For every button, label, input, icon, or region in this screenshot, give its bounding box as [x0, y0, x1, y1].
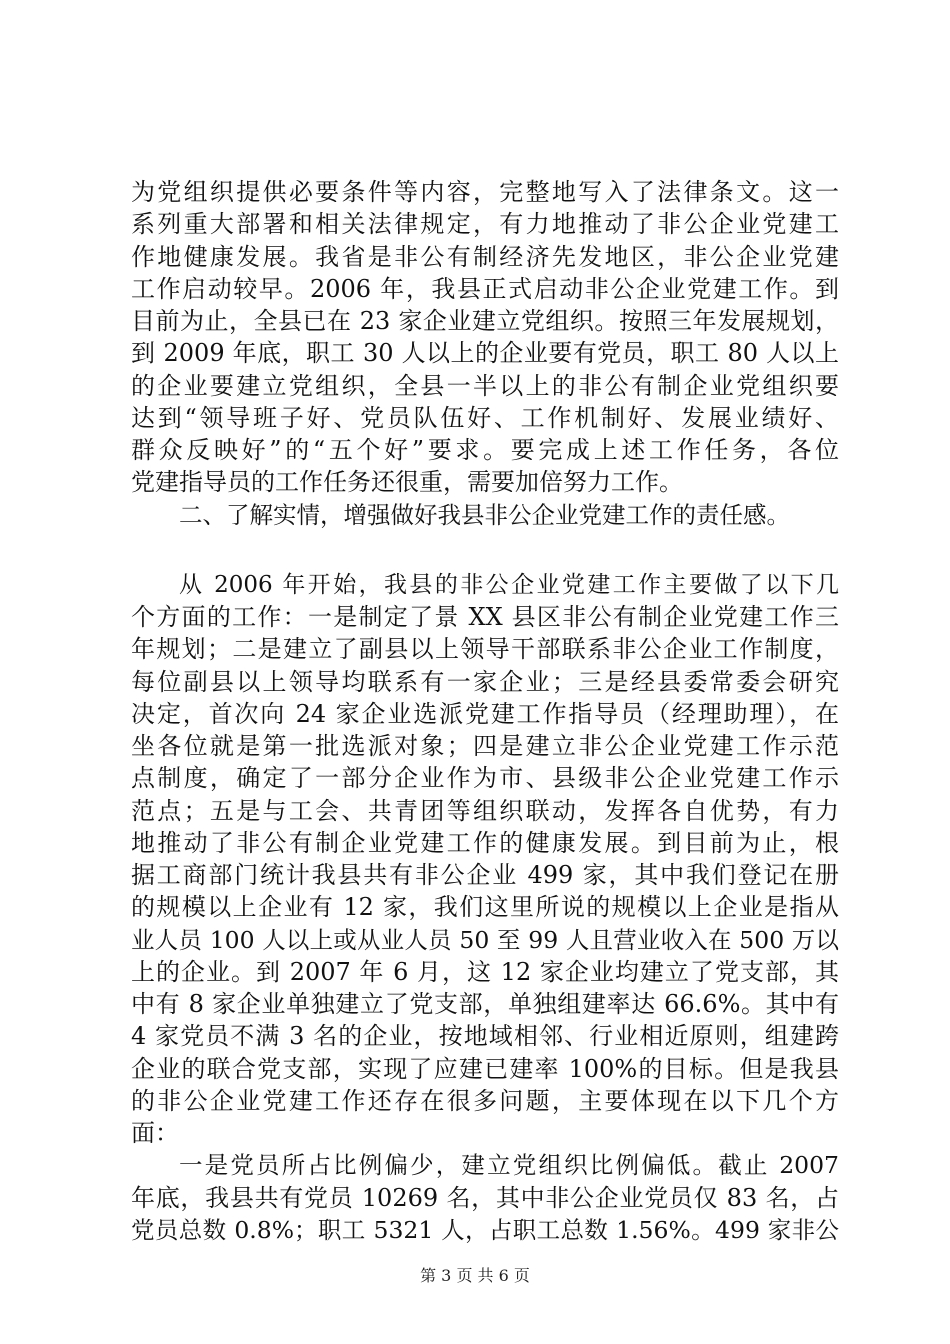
text-line: 工作启动较早。2006 年，我县正式启动非公企业党建工作。到: [131, 274, 839, 303]
text-line: 决定，首次向 24 家企业选派党建工作指导员（经理助理），在: [131, 699, 839, 728]
text-line: 一是党员所占比例偏少，建立党组织比例偏低。截止 2007: [179, 1151, 839, 1180]
text-line: 每位副县以上领导均联系有一家企业；三是经县委常委会研究: [131, 667, 839, 696]
text-line: 作地健康发展。我省是非公有制经济先发地区，非公企业党建: [131, 242, 839, 271]
text-line: 个方面的工作：一是制定了景 XX 县区非公有制企业党建工作三: [131, 603, 839, 631]
text-line: 上的企业。到 2007 年 6 月，这 12 家企业均建立了党支部，其: [131, 957, 839, 986]
text-line: 群众反映好”的“五个好”要求。要完成上述工作任务，各位: [131, 436, 839, 464]
text-line: 企业的联合党支部，实现了应建已建率 100%的目标。但是我县: [131, 1054, 839, 1083]
text-line: 4 家党员不满 3 名的企业，按地域相邻、行业相近原则，组建跨: [131, 1022, 839, 1051]
text-line: 的规模以上企业有 12 家，我们这里所说的规模以上企业是指从: [131, 893, 839, 922]
text-line: 的非公企业党建工作还存在很多问题，主要体现在以下几个方: [131, 1086, 839, 1115]
page-footer: 第 3 页 共 6 页: [420, 1266, 530, 1285]
text-line: 二、了解实情，增强做好我县非公企业党建工作的责任感。: [179, 500, 790, 529]
text-line: 坐各位就是第一批选派对象；四是建立非公企业党建工作示范: [131, 732, 839, 760]
text-line: 业人员 100 人以上或从业人员 50 至 99 人且营业收入在 500 万以: [131, 925, 839, 954]
text-line: 达到“领导班子好、党员队伍好、工作机制好、发展业绩好、: [131, 403, 839, 432]
text-line: 的企业要建立党组织，全县一半以上的非公有制企业党组织要: [131, 371, 839, 400]
text-line: 据工商部门统计我县共有非公企业 499 家，其中我们登记在册: [131, 861, 839, 889]
text-line: 到 2009 年底，职工 30 人以上的企业要有党员，职工 80 人以上: [131, 339, 839, 368]
text-line: 党员总数 0.8%；职工 5321 人，占职工总数 1.56%。499 家非公: [131, 1215, 839, 1244]
text-line: 年规划；二是建立了副县以上领导干部联系非公企业工作制度，: [131, 635, 839, 664]
text-line: 面：: [131, 1119, 179, 1147]
text-line: 地推动了非公有制企业党建工作的健康发展。到目前为止，根: [131, 828, 839, 857]
text-line: 党建指导员的工作任务还很重，需要加倍努力工作。: [131, 468, 683, 497]
text-line: 从 2006 年开始，我县的非公企业党建工作主要做了以下几: [179, 571, 839, 598]
text-line: 年底，我县共有党员 10269 名，其中非公企业党员仅 83 名，占: [131, 1183, 839, 1212]
text-line: 系列重大部署和相关法律规定，有力地推动了非公企业党建工: [131, 210, 839, 239]
text-line: 目前为止，全县已在 23 家企业建立党组织。按照三年发展规划，: [131, 307, 839, 335]
document-body: [131, 176, 839, 1246]
text-line: 中有 8 家企业单独建立了党支部，单独组建率达 66.6%。其中有: [131, 990, 839, 1018]
text-line: 点制度，确定了一部分企业作为市、县级非公企业党建工作示: [131, 764, 839, 793]
text-line: 为党组织提供必要条件等内容，完整地写入了法律条文。这一: [131, 178, 839, 206]
text-line: 范点；五是与工会、共青团等组织联动，发挥各自优势，有力: [131, 796, 839, 825]
paragraph-gap: [131, 531, 839, 569]
